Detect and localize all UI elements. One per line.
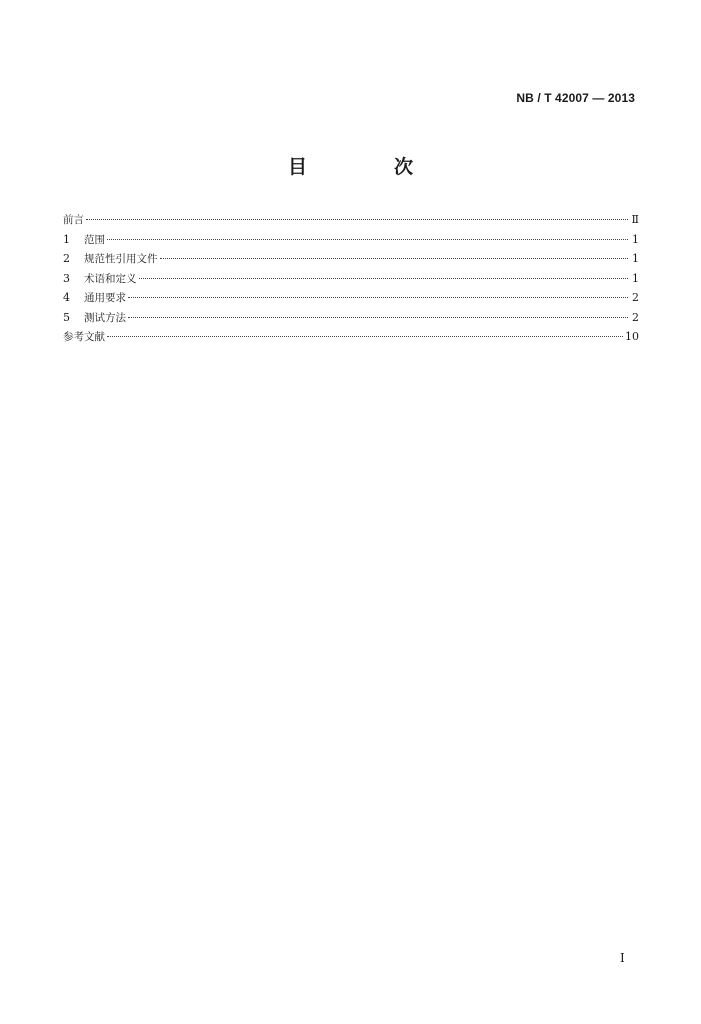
toc-entry-number: 5 [63, 310, 70, 324]
toc-entry-page: Ⅱ [631, 213, 639, 226]
toc-entry-number: 4 [63, 291, 70, 304]
toc-entry-text: 规范性引用文件 [84, 253, 158, 265]
toc-entry-text: 通用要求 [84, 292, 126, 304]
dot-leader [128, 297, 628, 298]
toc-entry-text: 前言 [63, 214, 84, 226]
toc-entry-page: 1 [632, 271, 639, 285]
toc-entry-general-requirements[interactable] [63, 288, 639, 308]
toc-entry-text: 测试方法 [84, 311, 126, 324]
toc-entry-number: 3 [63, 271, 70, 285]
dot-leader [86, 219, 628, 220]
toc-title: 目 次 [287, 156, 447, 178]
page-number: I [620, 951, 625, 965]
dot-leader [128, 317, 628, 318]
toc-entry-page: 2 [632, 291, 639, 304]
toc-entry-number: 1 [63, 232, 70, 246]
toc-entry-terms-definitions[interactable] [63, 269, 639, 289]
toc-entry-page: 1 [632, 232, 639, 246]
toc-entry-number: 2 [63, 252, 70, 265]
toc-entry-page: 2 [632, 310, 639, 324]
toc-entry-scope[interactable] [63, 230, 639, 250]
table-of-contents [63, 210, 639, 347]
dot-leader [160, 258, 629, 259]
toc-entry-text: 参考文献 [63, 331, 105, 343]
dot-leader [139, 278, 629, 279]
dot-leader [107, 336, 623, 337]
toc-entry-text: 范围 [84, 233, 105, 246]
toc-entry-text: 术语和定义 [84, 272, 137, 285]
dot-leader [107, 239, 628, 240]
standard-code: NB / T 42007 — 2013 [516, 91, 635, 105]
toc-entry-foreword[interactable] [63, 210, 639, 230]
toc-entry-page: 10 [625, 330, 639, 343]
toc-entry-page: 1 [632, 252, 639, 265]
toc-entry-test-methods[interactable] [63, 308, 639, 328]
toc-entry-normative-references[interactable] [63, 249, 639, 269]
toc-entry-bibliography[interactable] [63, 327, 639, 347]
